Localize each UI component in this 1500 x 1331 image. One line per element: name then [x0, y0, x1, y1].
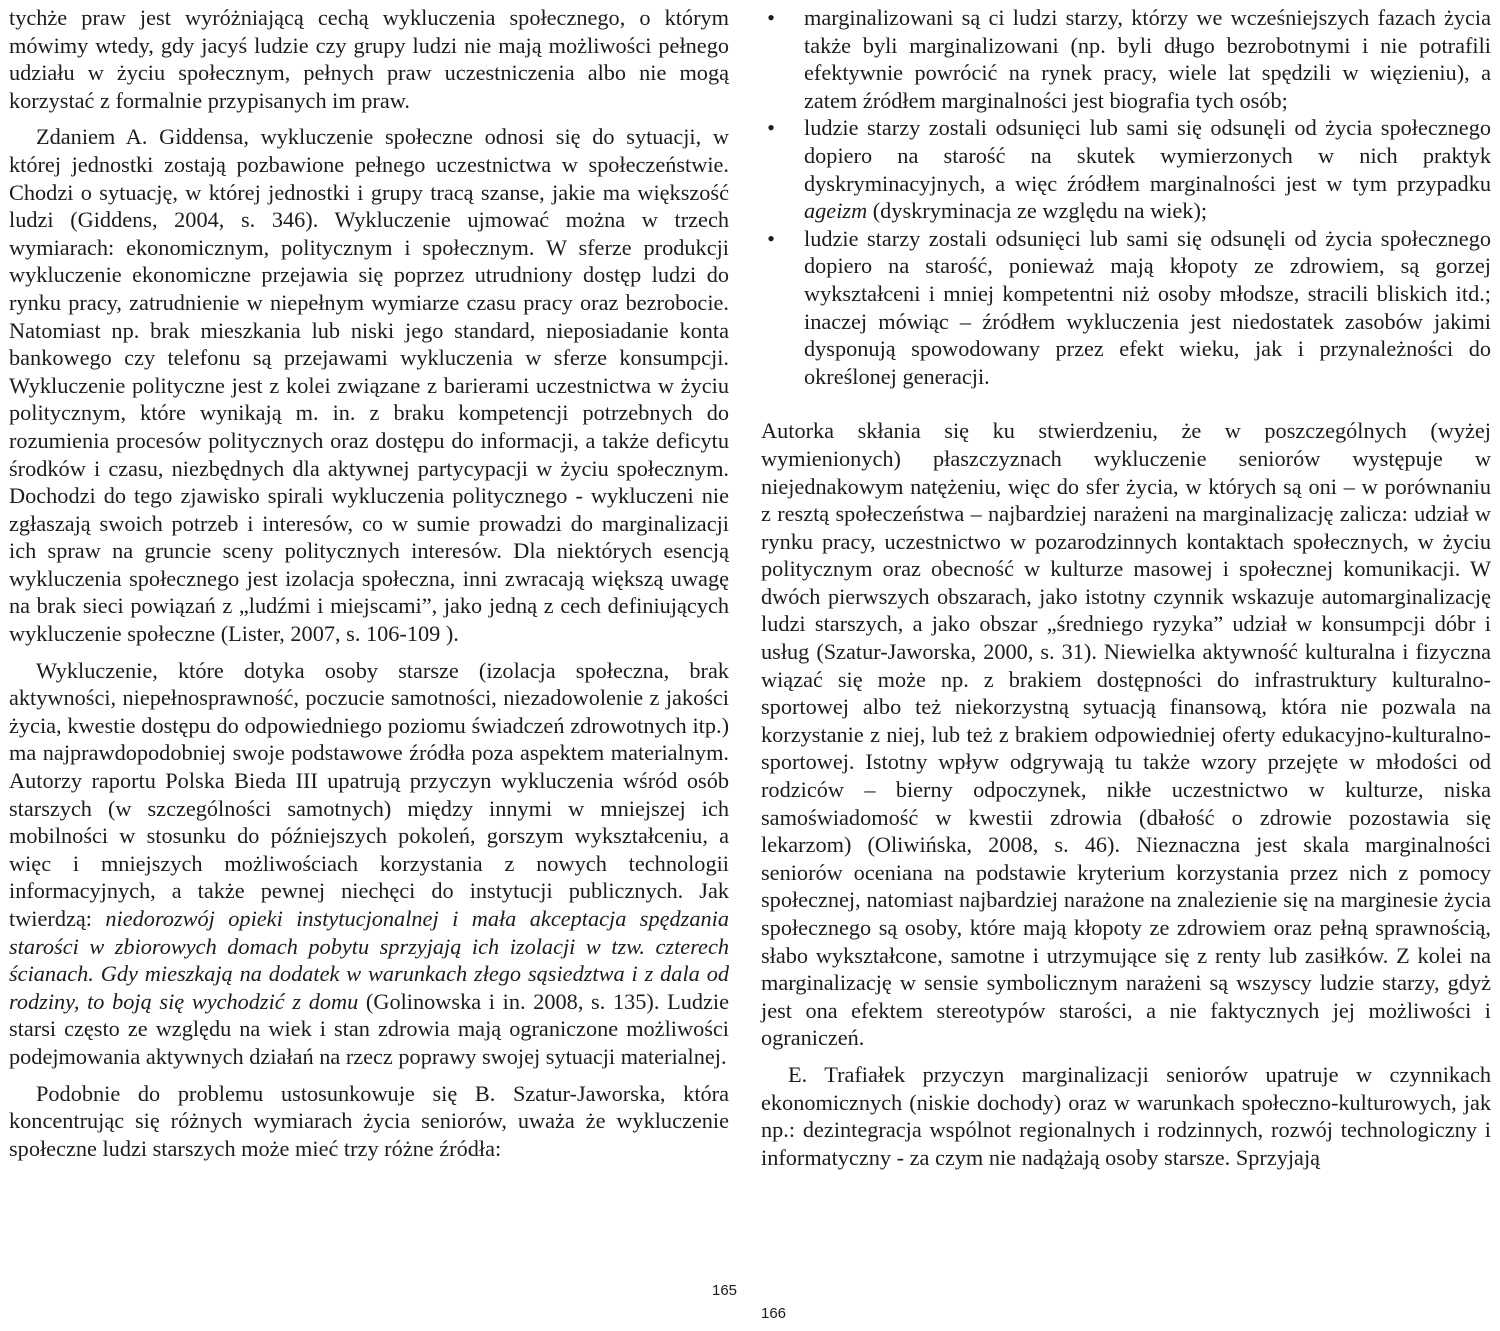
text-span: (Golinowska i in. 2008, s. 135). Ludzie starsi często ze względu na wiek i stan zdrowia mają ograniczone możliwości podejmowania aktywnych działań na rzecz poprawy swojej sytuacji materialnej. — [9, 988, 729, 1069]
paragraph-szatur-jaworska: Podobnie do problemu ustosunkowuje się B. Szatur-Jaworska, która koncentrując się różnych wymiarach życia seniorów, uważa że wykluczenie społeczne ludzi starszych może mieć trzy różne źródła: — [9, 1080, 729, 1161]
italic-quote: niedorozwój opieki instytucjonalnej i mała akceptacja spędzania starości w zbiorowych domach pobytu sprzyjają ich izolacji w tzw. czterech ścianach. Gdy mieszkają na dodatek w warunkach złego sąsiedztwa i z dala od rodziny, to boją się wychodzić z domu — [9, 906, 729, 1014]
list-item — [761, 225, 1491, 391]
paragraph-continuation: tychże praw jest wyróżniającą cechą wykluczenia społecznego, o którym mówimy wtedy, gdy jacyś ludzie czy grupy ludzi nie mają możliwości pełnego udziału w życiu społecznym, pełnych praw uczestniczenia albo nie mogą korzystać z formalnie przypisanych im praw. — [9, 5, 729, 113]
list-item — [761, 114, 1491, 224]
list-item-text: ludzie starzy zostali odsunięci lub sami się odsunęli od życia społecznego dopiero na starość na skutek wymierzonych w nich praktyk dyskryminacyjnych, a więc źródłem marginalności jest w tym przypadku — [804, 115, 1491, 196]
list-item-text: marginalizowani są ci ludzi starzy, którzy we wcześniejszych fazach życia także byli marginalizowani (np. byli długo bezrobotnymi i nie potrafili efektywnie powrócić na rynek pracy, wiele lat spędzili w więzieniu), a zatem źródłem marginalności jest biografia tych osób; — [804, 5, 1491, 113]
paragraph-author-conclusion: Autorka skłania się ku stwierdzeniu, że w poszczególnych (wyżej wymienionych) płaszczyznach wykluczenie seniorów występuje w niejednakowym natężeniu, więc do sfer życia, w których są oni – w porównaniu z resztą społeczeństwa – najbardziej narażeni na marginalizację zalicza: udział w rynku pracy, uczestnictwo w pozarodzinnych kontaktach społecznych, w życiu politycznym oraz obecność w kulturze masowej i społecznej komunikacji. W dwóch pierwszych obszarach, jako istotny czynnik wskazuje automarginalizację ludzi starszych, a jako obszar „średniego ryzyka” udział w konsumpcji dóbr i usług (Szatur-Jaworska, 2000, s. 31). Niewielka aktywność kulturalna i fizyczna wiązać się może np. z brakiem dostępności do infrastruktury kulturalno-sportowej albo też niekorzystną sytuacją finansową, która nie pozwala na korzystanie z niej, lub też z brakiem odpowiedniej oferty edukacyjno-kulturalno-sportowej. Istotny wpływ odgrywają tu także wzory przejęte w młodości od rodziców – bierny odpoczynek, nikłe uczestnictwo w kulturze, niska samoświadomość w kwestii zdrowia (dbałość o zdrowie pozostawia się lekarzom) (Oliwińska, 2008, s. 46). Nieznaczna jest skala marginalności seniorów oceniana na podstawie kryterium korzystania przez nich z pomocy społecznej, natomiast najbardziej narażone na znalezienie się na marginesie życia społecznego są osoby, które mają kłopoty ze zdrowiem oraz pełną sprawnością, słabo wykształcone, samotne i utrzymujące się z renty lub zasiłków. Z kolei na marginalizację w sensie symbolicznym narażeni są wszyscy ludzie starzy, gdyż jest ona efektem stereotypów starości, a nie faktycznych jej możliwości i ograniczeń. — [761, 418, 1491, 1051]
right-page-column — [761, 4, 1491, 1180]
list-item-text: (dyskryminacja ze względu na wiek); — [867, 198, 1208, 224]
paragraph-elderly-exclusion — [9, 657, 729, 1071]
sources-bullet-list — [761, 4, 1491, 390]
page-number-right: 166 — [761, 1305, 787, 1322]
page-number-left: 165 — [712, 1282, 738, 1299]
list-item — [761, 4, 1491, 114]
bullet-icon: • — [767, 225, 775, 251]
bullet-icon: • — [767, 115, 775, 141]
list-item-text: ludzie starzy zostali odsunięci lub sami się odsunęli od życia społecznego dopiero na starość, ponieważ mają kłopoty ze zdrowiem, są gorzej wykształceni i mniej kompetentni niż osoby młodsze, stracili bliskich itd.; inaczej mówiąc – źródłem wykluczenia jest niedostatek zasobów jakimi dysponują spowodowany przez efekt wieku, jak i przynależności do określonej generacji. — [804, 225, 1491, 389]
paragraph-trafialek: E. Trafiałek przyczyn marginalizacji seniorów upatruje w czynnikach ekonomicznych (niskie dochody) oraz w warunkach społeczno-kulturowych, jak np.: dezintegracja wspólnot regionalnych i rodzinnych, rozwój technologiczny i informatyczny - za czym nie nadążają osoby starsze. Sprzyjają — [761, 1061, 1491, 1170]
text-span: Wykluczenie, które dotyka osoby starsze (izolacja społeczna, brak aktywności, niepełnosprawność, poczucie samotności, niezadowolenie z jakości życia, kwestie dostępu do odpowiedniego poziomu świadczeń zdrowotnych itp.) ma najprawdopodobniej swoje podstawowe źródła poza aspektem materialnym. Autorzy raportu Polska Bieda III upatrują przyczyn wykluczenia wśród osób starszych (w szczególności samotnych) między innymi w mniejszej ich mobilności w stosunku do późniejszych pokoleń, gorszym wykształceniu, a więc i mniejszych możliwościach korzystania z nowych technologii informacyjnych, a także pewnej niechęci do instytucji publicznych. Jak twierdzą: — [9, 657, 729, 931]
italic-term: ageizm — [804, 198, 868, 224]
left-page-column — [9, 4, 729, 1171]
paragraph-giddens: Zdaniem A. Giddensa, wykluczenie społeczne odnosi się do sytuacji, w której jednostki zostają pozbawione pełnego uczestnictwa w społeczeństwie. Chodzi o sytuację, w której jednostki i grupy tracą szanse, jakie ma większość ludzi (Giddens, 2004, s. 346). Wykluczenie ujmować można w trzech wymiarach: ekonomicznym, politycznym i społecznym. W sferze produkcji wykluczenie ekonomiczne przejawia się poprzez utrudniony dostęp ludzi do rynku pracy, zatrudnienie w niepełnym wymiarze czasu pracy oraz bezrobocie. Natomiast np. brak mieszkania lub niski jego standard, nieposiadanie konta bankowego czy telefonu są przejawami wykluczenia w sferze konsumpcji. Wykluczenie polityczne jest z kolei związane z barierami uczestnictwa w życiu politycznym, które wynikają m. in. z braku kompetencji potrzebnych do rozumienia procesów politycznych oraz dostępu do informacji, a także deficytu środków i czasu, niezbędnych dla aktywnej partycypacji w życiu społecznym. Dochodzi do tego zjawisko spirali wykluczenia politycznego - wykluczeni nie zgłaszają swoich potrzeb i interesów, co w sumie prowadzi do marginalizacji ich spraw na gruncie sceny politycznych interesów. Dla niektórych esencją wykluczenia społecznego jest izolacja społeczna, inni zwracają większą uwagę na brak sieci powiązań z „ludźmi i miejscami”, jako jedną z cech definiujących wykluczenie społeczne (Lister, 2007, s. 106-109 ). — [9, 124, 729, 647]
bullet-icon: • — [767, 5, 775, 30]
